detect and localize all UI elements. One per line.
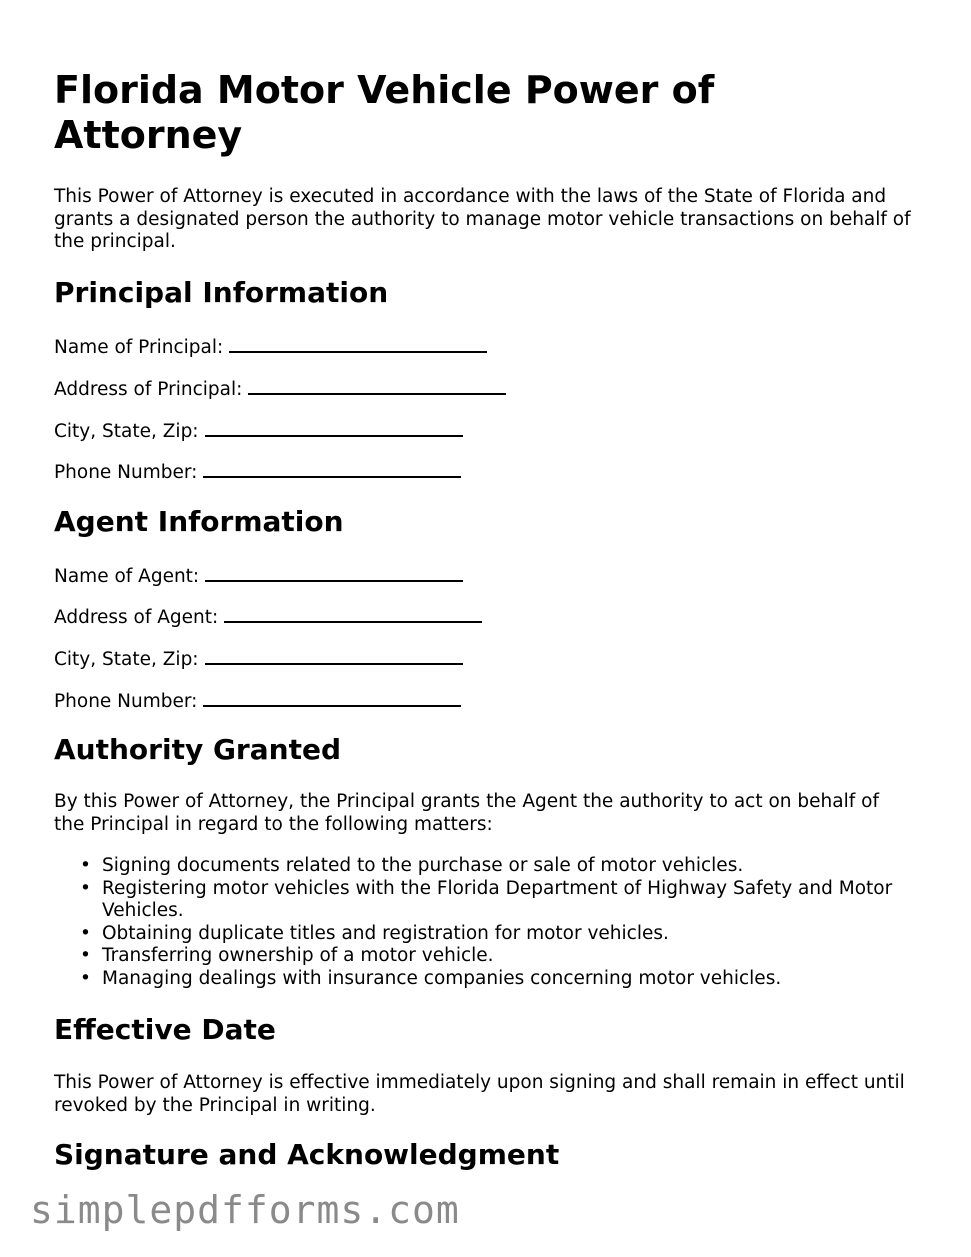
principal-city-label: City, State, Zip: — [54, 421, 199, 442]
principal-phone-label: Phone Number: — [54, 462, 198, 483]
principal-city-field[interactable] — [54, 419, 463, 443]
agent-phone-label: Phone Number: — [54, 691, 198, 712]
agent-name-label: Name of Agent: — [54, 566, 200, 587]
authority-list — [54, 855, 924, 990]
agent-phone-blank[interactable] — [203, 689, 461, 707]
authority-heading: Authority Granted — [54, 733, 341, 766]
list-item: • Managing dealings with insurance companies concerning motor vehicles. — [80, 967, 782, 989]
bullet-icon: • — [80, 945, 91, 966]
principal-address-blank[interactable] — [248, 377, 506, 395]
bullet-icon: • — [80, 855, 91, 876]
principal-address-label: Address of Principal: — [54, 379, 243, 400]
agent-name-field[interactable] — [54, 564, 463, 588]
list-item: • Registering motor vehicles with the Florida Department of Highway Safety and Motor Vehicles. — [80, 877, 893, 921]
bullet-icon: • — [80, 877, 91, 899]
intro-paragraph: This Power of Attorney is executed in accordance with the laws of the State of Florida and grants a designated person the authority to manage motor vehicle transactions on behalf of the principal. — [54, 186, 911, 252]
list-item: • Obtaining duplicate titles and registration for motor vehicles. — [80, 922, 669, 944]
principal-name-label: Name of Principal: — [54, 337, 224, 358]
page-title: Florida Motor Vehicle Power of Attorney — [54, 68, 715, 157]
agent-address-field[interactable] — [54, 605, 482, 629]
agent-address-label: Address of Agent: — [54, 607, 219, 628]
bullet-icon: • — [80, 967, 91, 989]
principal-address-field[interactable] — [54, 377, 506, 401]
list-item: • Transferring ownership of a motor vehicle. — [80, 945, 494, 966]
agent-city-field[interactable] — [54, 647, 463, 671]
principal-name-field[interactable] — [54, 335, 487, 359]
principal-heading: Principal Information — [54, 276, 389, 309]
agent-address-blank[interactable] — [224, 605, 482, 623]
principal-name-blank[interactable] — [229, 335, 487, 353]
effective-text: This Power of Attorney is effective immediately upon signing and shall remain in effect until revoked by the Principal in writing. — [54, 1072, 905, 1116]
bullet-icon: • — [80, 922, 91, 944]
authority-intro: By this Power of Attorney, the Principal grants the Agent the authority to act on behalf of the Principal in regard to the following matters: — [54, 791, 879, 835]
signature-heading: Signature and Acknowledgment — [54, 1138, 560, 1171]
agent-city-blank[interactable] — [205, 647, 463, 665]
principal-phone-field[interactable] — [54, 460, 461, 484]
agent-name-blank[interactable] — [205, 564, 463, 582]
list-item: • Signing documents related to the purchase or sale of motor vehicles. — [80, 855, 744, 876]
agent-city-label: City, State, Zip: — [54, 649, 199, 670]
agent-phone-field[interactable] — [54, 689, 461, 713]
watermark-text: simplepdfforms.com — [30, 1188, 460, 1232]
agent-heading: Agent Information — [54, 505, 344, 538]
principal-city-blank[interactable] — [205, 419, 463, 437]
effective-heading: Effective Date — [54, 1013, 276, 1046]
principal-phone-blank[interactable] — [203, 460, 461, 478]
